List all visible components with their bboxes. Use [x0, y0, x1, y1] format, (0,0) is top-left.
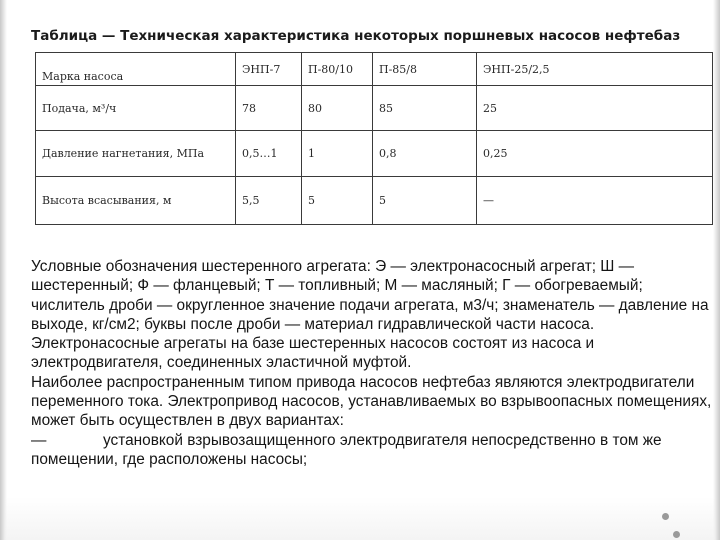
- bullet-text: установкой взрывозащищенного электродвигателя непосредственно в том же помещении, где расположены насосы;: [31, 431, 662, 468]
- table-cell: 0,5…1: [236, 131, 302, 177]
- column-header: П-85/8: [373, 53, 477, 86]
- column-header: П-80/10: [302, 53, 373, 86]
- table-cell: 80: [302, 86, 373, 131]
- table-cell: 5: [373, 177, 477, 225]
- paragraph: Наиболее распространенным типом привода насосов нефтебаз являются электродвигатели переменного тока. Электропривод насосов, устанавливаемых во взрывоопасных помещениях, может быть осуществлен в двух вариантах:: [31, 373, 712, 430]
- slide-left-edge: [0, 0, 7, 540]
- table-header-row: [36, 53, 713, 86]
- table-cell: 0,25: [477, 131, 713, 177]
- decorative-dot: [673, 531, 680, 538]
- pump-spec-table: [35, 52, 713, 225]
- table-cell: 85: [373, 86, 477, 131]
- table-cell: —: [477, 177, 713, 225]
- table-title: Таблица — Техническая характеристика некоторых поршневых насосов нефтебаз: [31, 28, 681, 44]
- table-cell: 1: [302, 131, 373, 177]
- body-text: [31, 257, 716, 469]
- bullet-dash: —: [31, 431, 47, 449]
- table-cell: 5: [302, 177, 373, 225]
- table-cell: 0,8: [373, 131, 477, 177]
- paragraph: Электронасосные агрегаты на базе шестеренных насосов состоят из насоса и электродвигателя, соединенных эластичной муфтой.: [31, 335, 595, 372]
- header-label-cell: Марка насоса: [36, 53, 236, 86]
- column-header: ЭНП-7: [236, 53, 302, 86]
- paragraph: Условные обозначения шестеренного агрегата: Э — электронасосный агрегат; Ш — шестеренный; Ф — фланцевый; Т — топливный; М — масляный; Г — обогреваемый; числитель дроби — округленное значение подачи агрегата, м3/ч; знаменатель — давление на выходе, кг/см2; буквы после дроби — материал гидравлической части насоса.: [31, 258, 709, 333]
- decorative-dot: [662, 513, 669, 520]
- table-row: [36, 131, 713, 177]
- row-label: Подача, м³/ч: [36, 86, 236, 131]
- row-label: Высота всасывания, м: [36, 177, 236, 225]
- table-cell: 25: [477, 86, 713, 131]
- column-header: ЭНП-25/2,5: [477, 53, 713, 86]
- bullet-item: [31, 431, 716, 470]
- table-row: [36, 86, 713, 131]
- row-label: Давление нагнетания, МПа: [36, 131, 236, 177]
- table-cell: 5,5: [236, 177, 302, 225]
- table-cell: 78: [236, 86, 302, 131]
- table-row: [36, 177, 713, 225]
